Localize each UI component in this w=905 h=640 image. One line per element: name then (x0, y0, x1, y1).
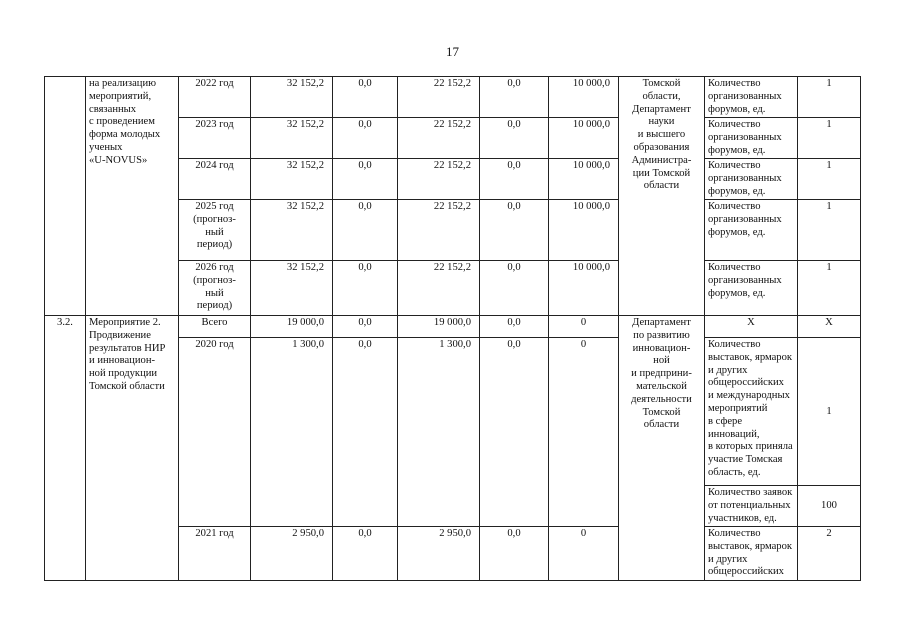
year-cell: 2023 год (179, 118, 251, 159)
total-cell: 32 152,2 (251, 159, 333, 200)
row-number-cell: 3.2. (45, 316, 86, 581)
year-cell: 2026 год (прогноз- ный период) (179, 261, 251, 316)
extra-cell: 10 000,0 (549, 261, 619, 316)
local-cell: 0,0 (480, 261, 549, 316)
executor-cell: Томской области, Департамент науки и высшего образования Администра- ции Томской области (619, 77, 705, 316)
indicator-cell: Количество организованных форумов, ед. (705, 261, 798, 316)
extra-cell: 10 000,0 (549, 77, 619, 118)
value-cell: 1 (798, 200, 861, 261)
value-cell: 1 (798, 338, 861, 486)
federal-cell: 0,0 (333, 159, 398, 200)
total-cell: 32 152,2 (251, 118, 333, 159)
regional-cell: 22 152,2 (398, 118, 480, 159)
federal-cell: 0,0 (333, 261, 398, 316)
regional-cell: 22 152,2 (398, 159, 480, 200)
indicator-cell: Количество организованных форумов, ед. (705, 159, 798, 200)
value-cell: Х (798, 316, 861, 338)
total-cell: 32 152,2 (251, 261, 333, 316)
table-row (45, 316, 861, 338)
local-cell: 0,0 (480, 527, 549, 581)
federal-cell: 0,0 (333, 316, 398, 338)
local-cell: 0,0 (480, 159, 549, 200)
program-table (44, 76, 861, 581)
year-cell: 2024 год (179, 159, 251, 200)
local-cell: 0,0 (480, 316, 549, 338)
value-cell: 1 (798, 77, 861, 118)
local-cell: 0,0 (480, 338, 549, 527)
local-cell: 0,0 (480, 118, 549, 159)
total-cell: 1 300,0 (251, 338, 333, 527)
page-number: 17 (446, 44, 459, 59)
federal-cell: 0,0 (333, 200, 398, 261)
row-number-cell (45, 77, 86, 316)
extra-cell: 10 000,0 (549, 200, 619, 261)
value-cell: 1 (798, 261, 861, 316)
year-cell: 2025 год (прогноз- ный период) (179, 200, 251, 261)
local-cell: 0,0 (480, 200, 549, 261)
total-cell: 32 152,2 (251, 200, 333, 261)
indicator-cell: Х (705, 316, 798, 338)
total-cell: 19 000,0 (251, 316, 333, 338)
year-cell: Всего (179, 316, 251, 338)
table-row (45, 77, 861, 118)
year-cell: 2022 год (179, 77, 251, 118)
value-cell: 1 (798, 159, 861, 200)
indicator-cell: Количество организованных форумов, ед. (705, 200, 798, 261)
federal-cell: 0,0 (333, 118, 398, 159)
year-cell: 2021 год (179, 527, 251, 581)
regional-cell: 22 152,2 (398, 200, 480, 261)
total-cell: 32 152,2 (251, 77, 333, 118)
federal-cell: 0,0 (333, 338, 398, 527)
regional-cell: 22 152,2 (398, 261, 480, 316)
year-cell: 2020 год (179, 338, 251, 527)
total-cell: 2 950,0 (251, 527, 333, 581)
regional-cell: 19 000,0 (398, 316, 480, 338)
executor-cell: Департамент по развитию инновацион- ной и предприни- мательской деятельности Томской области (619, 316, 705, 581)
activity-name: Мероприятие 2. Продвижение результатов НИР и инновацион- ной продукции Томской области (86, 316, 179, 581)
federal-cell: 0,0 (333, 77, 398, 118)
extra-cell: 0 (549, 338, 619, 527)
value-cell: 100 (798, 486, 861, 527)
regional-cell: 2 950,0 (398, 527, 480, 581)
local-cell: 0,0 (480, 77, 549, 118)
activity-name: на реализацию мероприятий, связанных с проведением форма молодых ученых «U-NOVUS» (86, 77, 179, 316)
value-cell: 2 (798, 527, 861, 581)
regional-cell: 22 152,2 (398, 77, 480, 118)
regional-cell: 1 300,0 (398, 338, 480, 527)
extra-cell: 0 (549, 527, 619, 581)
indicator-cell: Количество выставок, ярмарок и других общероссийских (705, 527, 798, 581)
extra-cell: 10 000,0 (549, 159, 619, 200)
extra-cell: 10 000,0 (549, 118, 619, 159)
indicator-cell: Количество заявок от потенциальных участников, ед. (705, 486, 798, 527)
federal-cell: 0,0 (333, 527, 398, 581)
value-cell: 1 (798, 118, 861, 159)
indicator-cell: Количество выставок, ярмарок и других общероссийских и международных мероприятий в сфере инноваций, в которых приняла участие Томская область, ед. (705, 338, 798, 486)
indicator-cell: Количество организованных форумов, ед. (705, 118, 798, 159)
extra-cell: 0 (549, 316, 619, 338)
indicator-cell: Количество организованных форумов, ед. (705, 77, 798, 118)
